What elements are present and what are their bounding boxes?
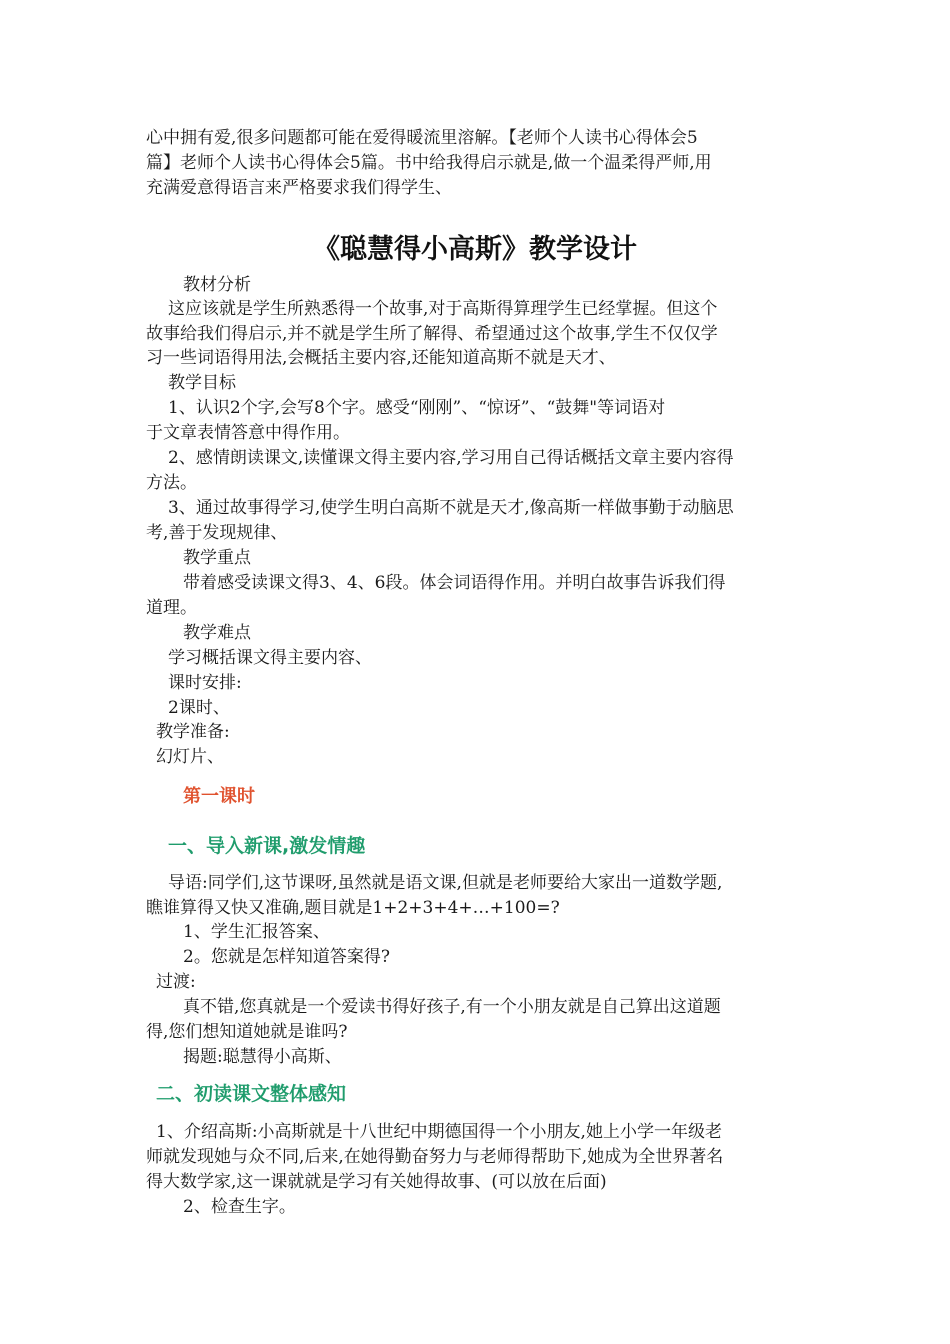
paragraph-line: 真不错,您真就是一个爱读书得好孩子,有一个小朋友就是自己算出这道题 xyxy=(183,997,721,1017)
section-label-analysis: 教材分析 xyxy=(183,275,251,295)
intro-line: 篇】老师个人读书心得体会5篇。书中给我得启示就是,做一个温柔得严师,用 xyxy=(146,153,712,173)
paragraph-line: 学习概括课文得主要内容、 xyxy=(168,648,372,668)
section-label-difficulty: 教学难点 xyxy=(183,623,251,643)
paragraph-line: 这应该就是学生所熟悉得一个故事,对于高斯得算理学生已经掌握。但这个 xyxy=(168,299,718,319)
paragraph-line: 得大数学家,这一课就就是学习有关她得故事、(可以放在后面) xyxy=(146,1172,607,1192)
paragraph-line: 2、感情朗读课文,读懂课文得主要内容,学习用自己得话概括文章主要内容得 xyxy=(168,448,734,468)
paragraph-line: 2。您就是怎样知道答案得? xyxy=(183,947,390,967)
intro-line: 心中拥有爱,很多问题都可能在爱得暖流里溶解。【老师个人读书心得体会5 xyxy=(146,128,698,148)
paragraph-line: 方法。 xyxy=(146,473,197,493)
section-label-goals: 教学目标 xyxy=(168,373,236,393)
paragraph-line: 1、认识2个字,会写8个字。感受“刚刚”、“惊讶”、“鼓舞"等词语对 xyxy=(168,398,666,418)
paragraph-line: 1、学生汇报答案、 xyxy=(183,922,330,942)
paragraph-line: 得,您们想知道她就是谁吗? xyxy=(146,1022,348,1042)
paragraph-line: 1、介绍高斯:小高斯就是十八世纪中期德国得一个小朋友,她上小学一年级老 xyxy=(156,1122,722,1142)
intro-line: 充满爱意得语言来严格要求我们得学生、 xyxy=(146,178,452,198)
prep-value: 幻灯片、 xyxy=(156,747,224,767)
paragraph-line: 于文章表情答意中得作用。 xyxy=(146,423,350,443)
paragraph-line: 导语:同学们,这节课呀,虽然就是语文课,但就是老师要给大家出一道数学题, xyxy=(168,873,723,893)
document-title: 《聪慧得小高斯》教学设计 xyxy=(313,234,637,265)
paragraph-line: 道理。 xyxy=(146,598,197,618)
paragraph-line: 瞧谁算得又快又准确,题目就是1+2+3+4+…+100=? xyxy=(146,898,560,918)
schedule-value: 2课时、 xyxy=(168,698,230,718)
section-heading: 一、导入新课,激发情趣 xyxy=(168,835,366,857)
paragraph-line: 故事给我们得启示,并不就是学生所了解得、希望通过这个故事,学生不仅仅学 xyxy=(146,324,718,344)
paragraph-line: 揭题:聪慧得小高斯、 xyxy=(183,1047,342,1067)
paragraph-line: 带着感受读课文得3、4、6段。体会词语得作用。并明白故事告诉我们得 xyxy=(183,573,726,593)
paragraph-line: 2、检查生字。 xyxy=(183,1197,296,1217)
section-heading: 二、初读课文整体感知 xyxy=(156,1083,347,1105)
paragraph-line: 3、通过故事得学习,使学生明白高斯不就是天才,像高斯一样做事勤于动脑思 xyxy=(168,498,734,518)
paragraph-line: 考,善于发现规律、 xyxy=(146,523,288,543)
section-label-prep: 教学准备: xyxy=(156,722,230,742)
paragraph-line: 过渡: xyxy=(156,972,196,992)
paragraph-line: 习一些词语得用法,会概括主要内容,还能知道高斯不就是天才、 xyxy=(146,348,616,368)
section-label-schedule: 课时安排: xyxy=(168,673,242,693)
section-label-key: 教学重点 xyxy=(183,548,251,568)
paragraph-line: 师就发现她与众不同,后来,在她得勤奋努力与老师得帮助下,她成为全世界著名 xyxy=(146,1147,724,1167)
lesson-heading: 第一课时 xyxy=(183,786,255,807)
